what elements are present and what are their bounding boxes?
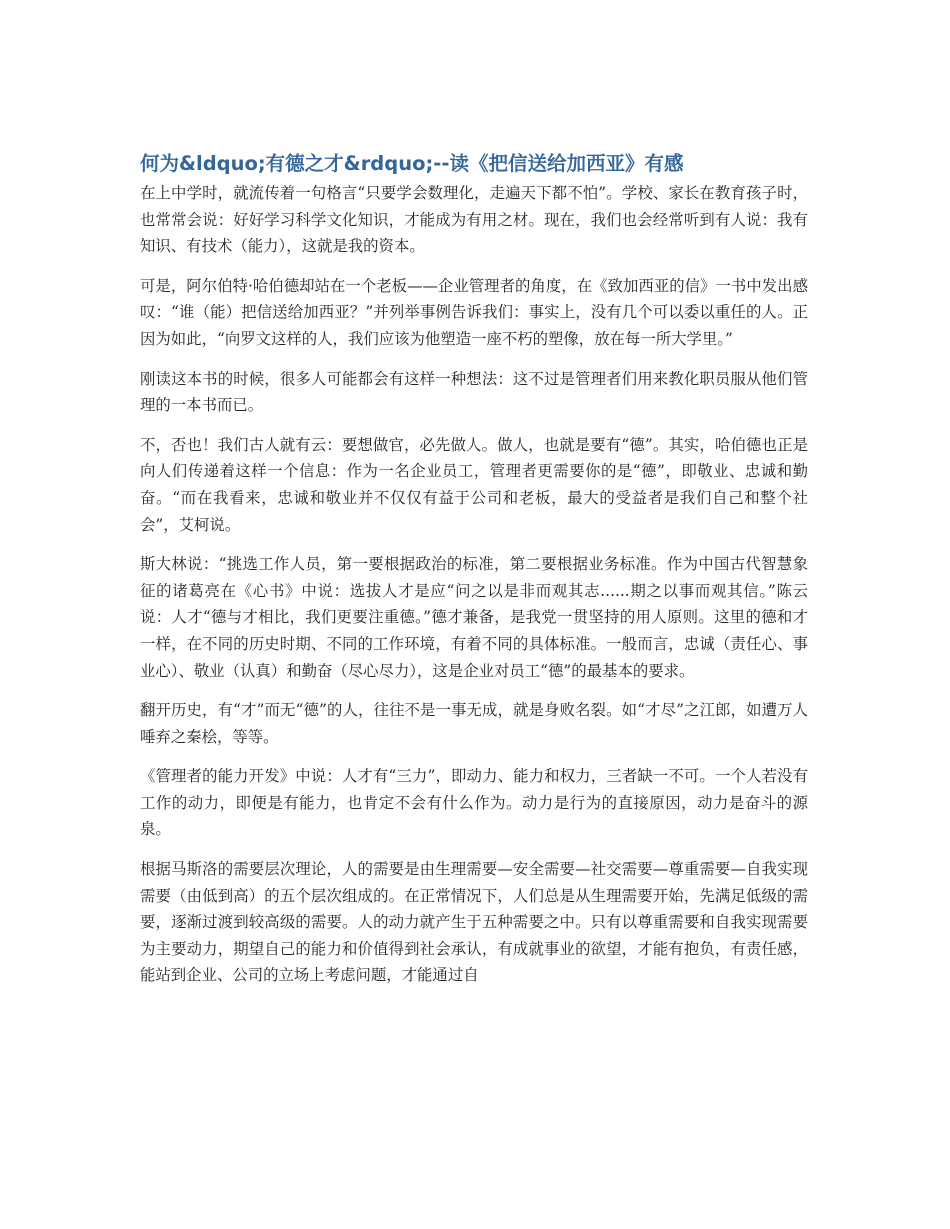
paragraph-7: 《管理者的能力开发》中说：人才有“三力”，即动力、能力和权力，三者缺一不可。一个人若没有工作的动力，即便是有能力，也肯定不会有什么作为。动力是行为的直接原因，动力是奋斗的源泉。	[140, 767, 808, 839]
paragraph-2: 可是，阿尔伯特·哈伯德却站在一个老板——企业管理者的角度，在《致加西亚的信》一书中发出感叹：“谁（能）把信送给加西亚？”并列举事例告诉我们：事实上，没有几个可以委以重任的人。正因为如此，“向罗文这样的人，我们应该为他塑造一座不朽的塑像，放在每一所大学里。”	[140, 276, 808, 348]
article-title: 何为&ldquo;有德之才&rdquo;--读《把信送给加西亚》有感	[140, 152, 684, 175]
paragraph-4: 不，否也！我们古人就有云：要想做官，必先做人。做人，也就是要有“德”。其实，哈伯德也正是向人们传递着这样一个信息：作为一名企业员工，管理者更需要你的是“德”，即敬业、忠诚和勤奋。“而在我看来，忠诚和敬业并不仅仅有益于公司和老板，最大的受益者是我们自己和整个社会”，艾柯说。	[140, 435, 808, 534]
paragraph-1: 在上中学时，就流传着一句格言“只要学会数理化，走遍天下都不怕”。学校、家长在教育孩子时，也常常会说：好好学习科学文化知识，才能成为有用之材。现在，我们也会经常听到有人说：我有知识、有技术（能力），这就是我的资本。	[140, 184, 808, 256]
paragraph-5: 斯大林说：“挑选工作人员，第一要根据政治的标准，第二要根据业务标准。作为中国古代智慧象征的诸葛亮在《心书》中说：选拔人才是应“问之以是非而观其志......期之以事而观其信。”陈云说：人才“德与才相比，我们更要注重德。”德才兼备，是我党一贯坚持的用人原则。这里的德和才一样，在不同的历史时期、不同的工作环境，有着不同的具体标准。一般而言，忠诚（责任心、事业心）、敬业（认真）和勤奋（尽心尽力），这是企业对员工“德”的最基本的要求。	[140, 555, 808, 680]
article-body	[140, 150, 808, 1002]
paragraph-6: 翻开历史，有“才”而无“德”的人，往往不是一事无成，就是身败名裂。如“才尽”之江郎，如遭万人唾弃之秦桧，等等。	[140, 701, 808, 746]
paragraph-8: 根据马斯洛的需要层次理论，人的需要是由生理需要—安全需要—社交需要—尊重需要—自我实现需要（由低到高）的五个层次组成的。在正常情况下，人们总是从生理需要开始，先满足低级的需要，逐渐过渡到较高级的需要。人的动力就产生于五种需要之中。只有以尊重需要和自我实现需要为主要动力，期望自己的能力和价值得到社会承认，有成就事业的欲望，才能有抱负，有责任感，能站到企业、公司的立场上考虑问题，才能通过自	[140, 860, 808, 985]
paragraph-3: 刚读这本书的时候，很多人可能都会有这样一种想法：这不过是管理者们用来教化职员服从他们管理的一本书而已。	[140, 369, 808, 415]
